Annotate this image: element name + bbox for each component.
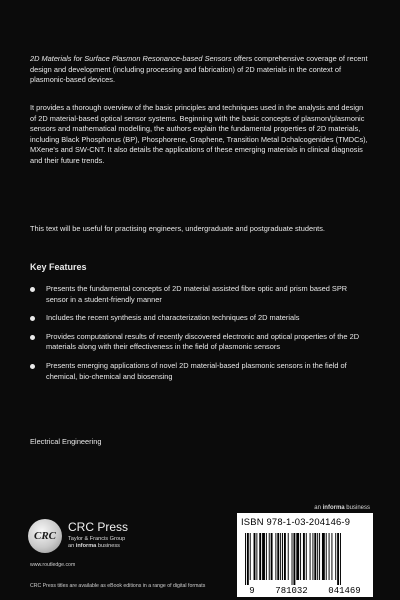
- description-paragraph-3: This text will be useful for practising engineers, undergraduate and postgraduate students.: [30, 224, 325, 233]
- barcode-bar: [337, 533, 339, 585]
- barcode-bar: [293, 533, 295, 585]
- list-item: [30, 332, 370, 353]
- barcode-bar: [306, 533, 307, 580]
- isbn-label: ISBN 978-1-03-204146-9: [241, 516, 351, 527]
- barcode-bar: [340, 533, 341, 585]
- barcode-bar: [282, 533, 283, 580]
- barcode: [243, 533, 367, 585]
- subject-category: Electrical Engineering: [30, 437, 102, 446]
- key-feature-text: Presents the fundamental concepts of 2D material assisted fibre optic and prism based SPR sensor in a student-friendly manner: [46, 284, 348, 304]
- publisher-url: www.routledge.com: [30, 562, 76, 568]
- barcode-bar: [296, 533, 299, 580]
- bullet-icon: [30, 335, 35, 340]
- barcode-digit-group: 041469: [328, 586, 361, 596]
- barcode-bar: [254, 533, 256, 580]
- list-item: [30, 361, 370, 382]
- barcode-bar: [322, 533, 325, 580]
- barcode-bar: [312, 533, 313, 580]
- barcode-bar: [317, 533, 318, 580]
- bullet-icon: [30, 316, 35, 321]
- description-paragraph-1: [30, 54, 370, 86]
- barcode-digits: [237, 586, 373, 596]
- crc-press-logo: [28, 519, 178, 559]
- key-features-list: [30, 284, 370, 390]
- book-title-italic: 2D Materials for Surface Plasmon Resonance-based Sensors: [30, 54, 232, 63]
- barcode-bar: [300, 533, 301, 580]
- key-feature-text: Provides computational results of recently discovered electronic and optical properties of the 2D materials along with their effectiveness in the field of plasmonic sensors: [46, 331, 360, 352]
- key-feature-text: Includes the recent synthesis and characterization techniques of 2D materials: [46, 313, 300, 323]
- barcode-bar: [335, 533, 336, 580]
- publisher-group: Taylor & Francis Group an informa business: [68, 536, 126, 549]
- barcode-bar: [326, 533, 327, 580]
- barcode-bar: [259, 533, 261, 580]
- barcode-bar: [256, 533, 257, 580]
- barcode-bar: [271, 533, 273, 580]
- list-item: [30, 313, 370, 324]
- barcode-bar: [310, 533, 311, 580]
- informa-brand: informa: [322, 505, 345, 511]
- barcode-digit-group: 781032: [275, 586, 308, 596]
- crc-logo-icon: CRC: [28, 519, 62, 553]
- description-paragraph-1-rest: offers comprehensive coverage of recent design and development (including processing and fabrication) of 2D materials in the context of plasmonic-based devices.: [30, 54, 368, 85]
- list-item: [30, 284, 370, 305]
- ebook-availability-note: CRC Press titles are available as eBook editions in a range of digital formats: [30, 583, 206, 589]
- barcode-digit-group: 9: [249, 586, 255, 596]
- barcode-bar: [269, 533, 270, 580]
- barcode-bar: [280, 533, 281, 580]
- barcode-bar: [250, 533, 251, 580]
- publisher-name: CRC Press: [68, 520, 129, 534]
- barcode-bar: [319, 533, 320, 580]
- key-features-heading: Key Features: [30, 262, 87, 272]
- description-paragraph-2: It provides a thorough overview of the basic principles and techniques used in the analysis and design of 2D material-based optical sensor systems. Beginning with the basic concepts of plasmon/plasmonic sensors and mathematical modelling, the authors explain the fundamental properties of 2D materials, including Black Phosphorus (BP), Phosphorene, Graphene, Transition Metal Dchalcogenides (TMDCs), MXene's and SW-CNT. It also details the applications of these emerging materials in clinical diagnosis and their future trends.: [30, 103, 368, 165]
- barcode-bar: [284, 533, 286, 580]
- barcode-bar: [288, 533, 289, 580]
- barcode-bar: [247, 533, 249, 585]
- bullet-icon: [30, 287, 35, 292]
- barcode-bar: [275, 533, 276, 580]
- barcode-bar: [314, 533, 316, 580]
- informa-business-tagline: an informa business: [314, 505, 370, 511]
- isbn-barcode-box: [237, 513, 373, 597]
- barcode-bar: [262, 533, 265, 580]
- barcode-bar: [266, 533, 267, 580]
- barcode-bar: [329, 533, 330, 580]
- barcode-bar: [245, 533, 246, 585]
- barcode-bar: [331, 533, 332, 580]
- barcode-bar: [303, 533, 305, 580]
- key-feature-text: Presents emerging applications of novel 2D material-based plasmonic sensors in the field of chemical, bio-chemical and biosensing: [46, 360, 347, 381]
- barcode-bar: [292, 533, 293, 585]
- bullet-icon: [30, 364, 35, 369]
- barcode-bar: [277, 533, 279, 580]
